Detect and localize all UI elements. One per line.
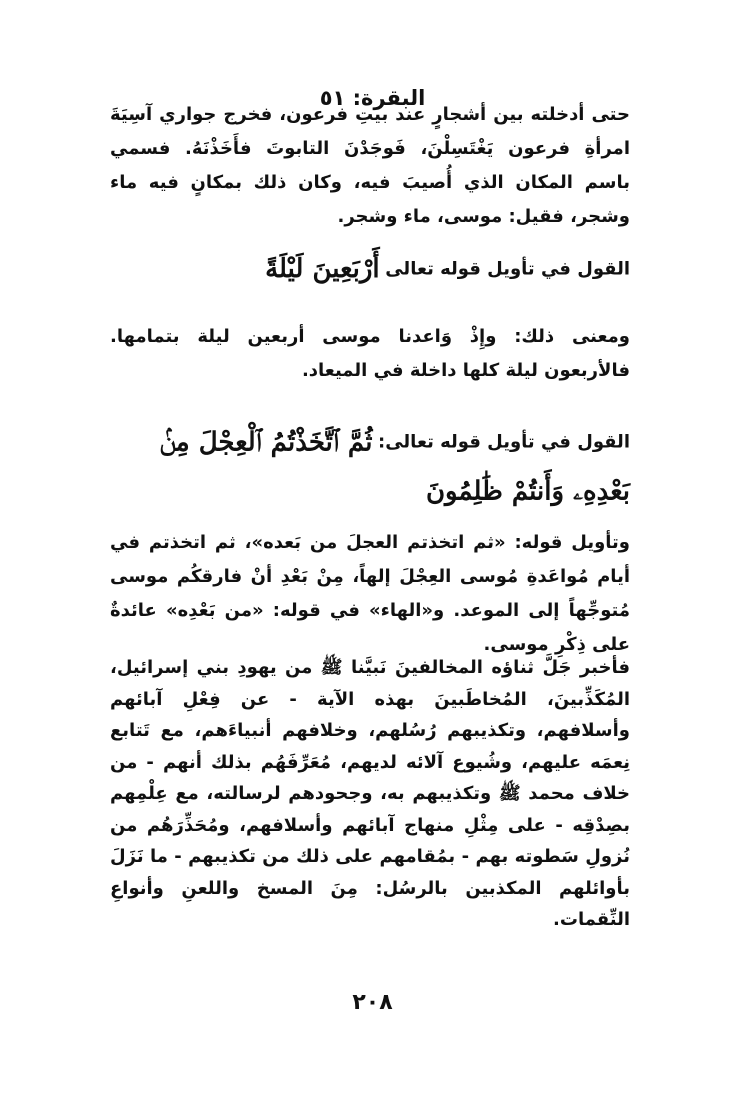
paragraph-4: فأخبر جَلَّ ثناؤه المخالفينَ نَبيَّنا ﷺ من يهودِ بني إسرائيل، المُكَذِّبينَ، المُخاطَبينَ بهذه الآية - عن فِعْلِ آبائهم وأسلافهم، وتكذيبهم رُسُلهم، وخلافهم أنبياءَهم، مع تَتابع نِعمَه عليهم، وشُيوع آلائه لديهم، مُعَرِّفَهُم بذلك أنهم - من خلاف محمد ﷺ وتكذيبهم به، وجحودهم لرسالته، مع عِلْمِهم بصِدْقِه - على مِثْلِ منهاج آبائهم وأسلافهم، ومُحَذِّرَهُم من نُزولِ سَطوته بهم - بمُقامهم على ذلك من تكذيبهم - ما نَزَلَ بأوائلهم المكذبين بالرسُل: مِنَ المسخ واللعنِ وأنواعِ النِّقمات. <box>110 657 630 930</box>
paragraph-2: ومعنى ذلك: وإِذْ وَاعدنا موسى أربعين ليلة بتمامها. فالأربعون ليلة كلها داخلة في الميعاد. <box>110 326 630 381</box>
heading-1-intro: القول في تأويل قوله تعالى <box>385 258 630 280</box>
heading-1-verse: أَرْبَعِينَ لَيْلَةً <box>265 254 380 284</box>
page-number: ٢٠٨ <box>352 990 393 1015</box>
heading-2-verse: ثُمَّ ٱتَّخَذْتُمُ ٱلْعِجْلَ مِنۢ بَعْدِهِۦ وَأَنتُمْ ظَٰلِمُونَ <box>159 427 630 506</box>
paragraph-1: حتى أدخلته بين أشجارٍ عند بيتِ فرعون، فخرج جواري آسِيَةَ امرأةِ فرعون يَغْتَسِلْنَ، فَوجَدْنَ التابوتَ فأَخَذْنَهُ. فسمي باسم المكان الذي أُصيبَ فيه، وكان ذلك بمكانٍ فيه ماء وشجر، فقيل: موسى، ماء وشجر. <box>110 104 630 227</box>
paragraph-3: وتأويل قوله: «ثم اتخذتم العجلَ من بَعده»، ثم اتخذتم في أيام مُواعَدةِ مُوسى العِجْلَ إلهاً، مِنْ بَعْدِ أنْ فارقكُم موسى مُتوجِّهاً إلى الموعد. و«الهاء» في قوله: «من بَعْدِه» عائدةٌ على ذِكْرِ موسى. <box>110 532 630 655</box>
heading-1 <box>110 254 630 284</box>
running-header: البقرة: ٥١ <box>319 86 426 110</box>
heading-2 <box>110 418 630 515</box>
heading-2-intro: القول في تأويل قوله تعالى: <box>378 431 630 453</box>
